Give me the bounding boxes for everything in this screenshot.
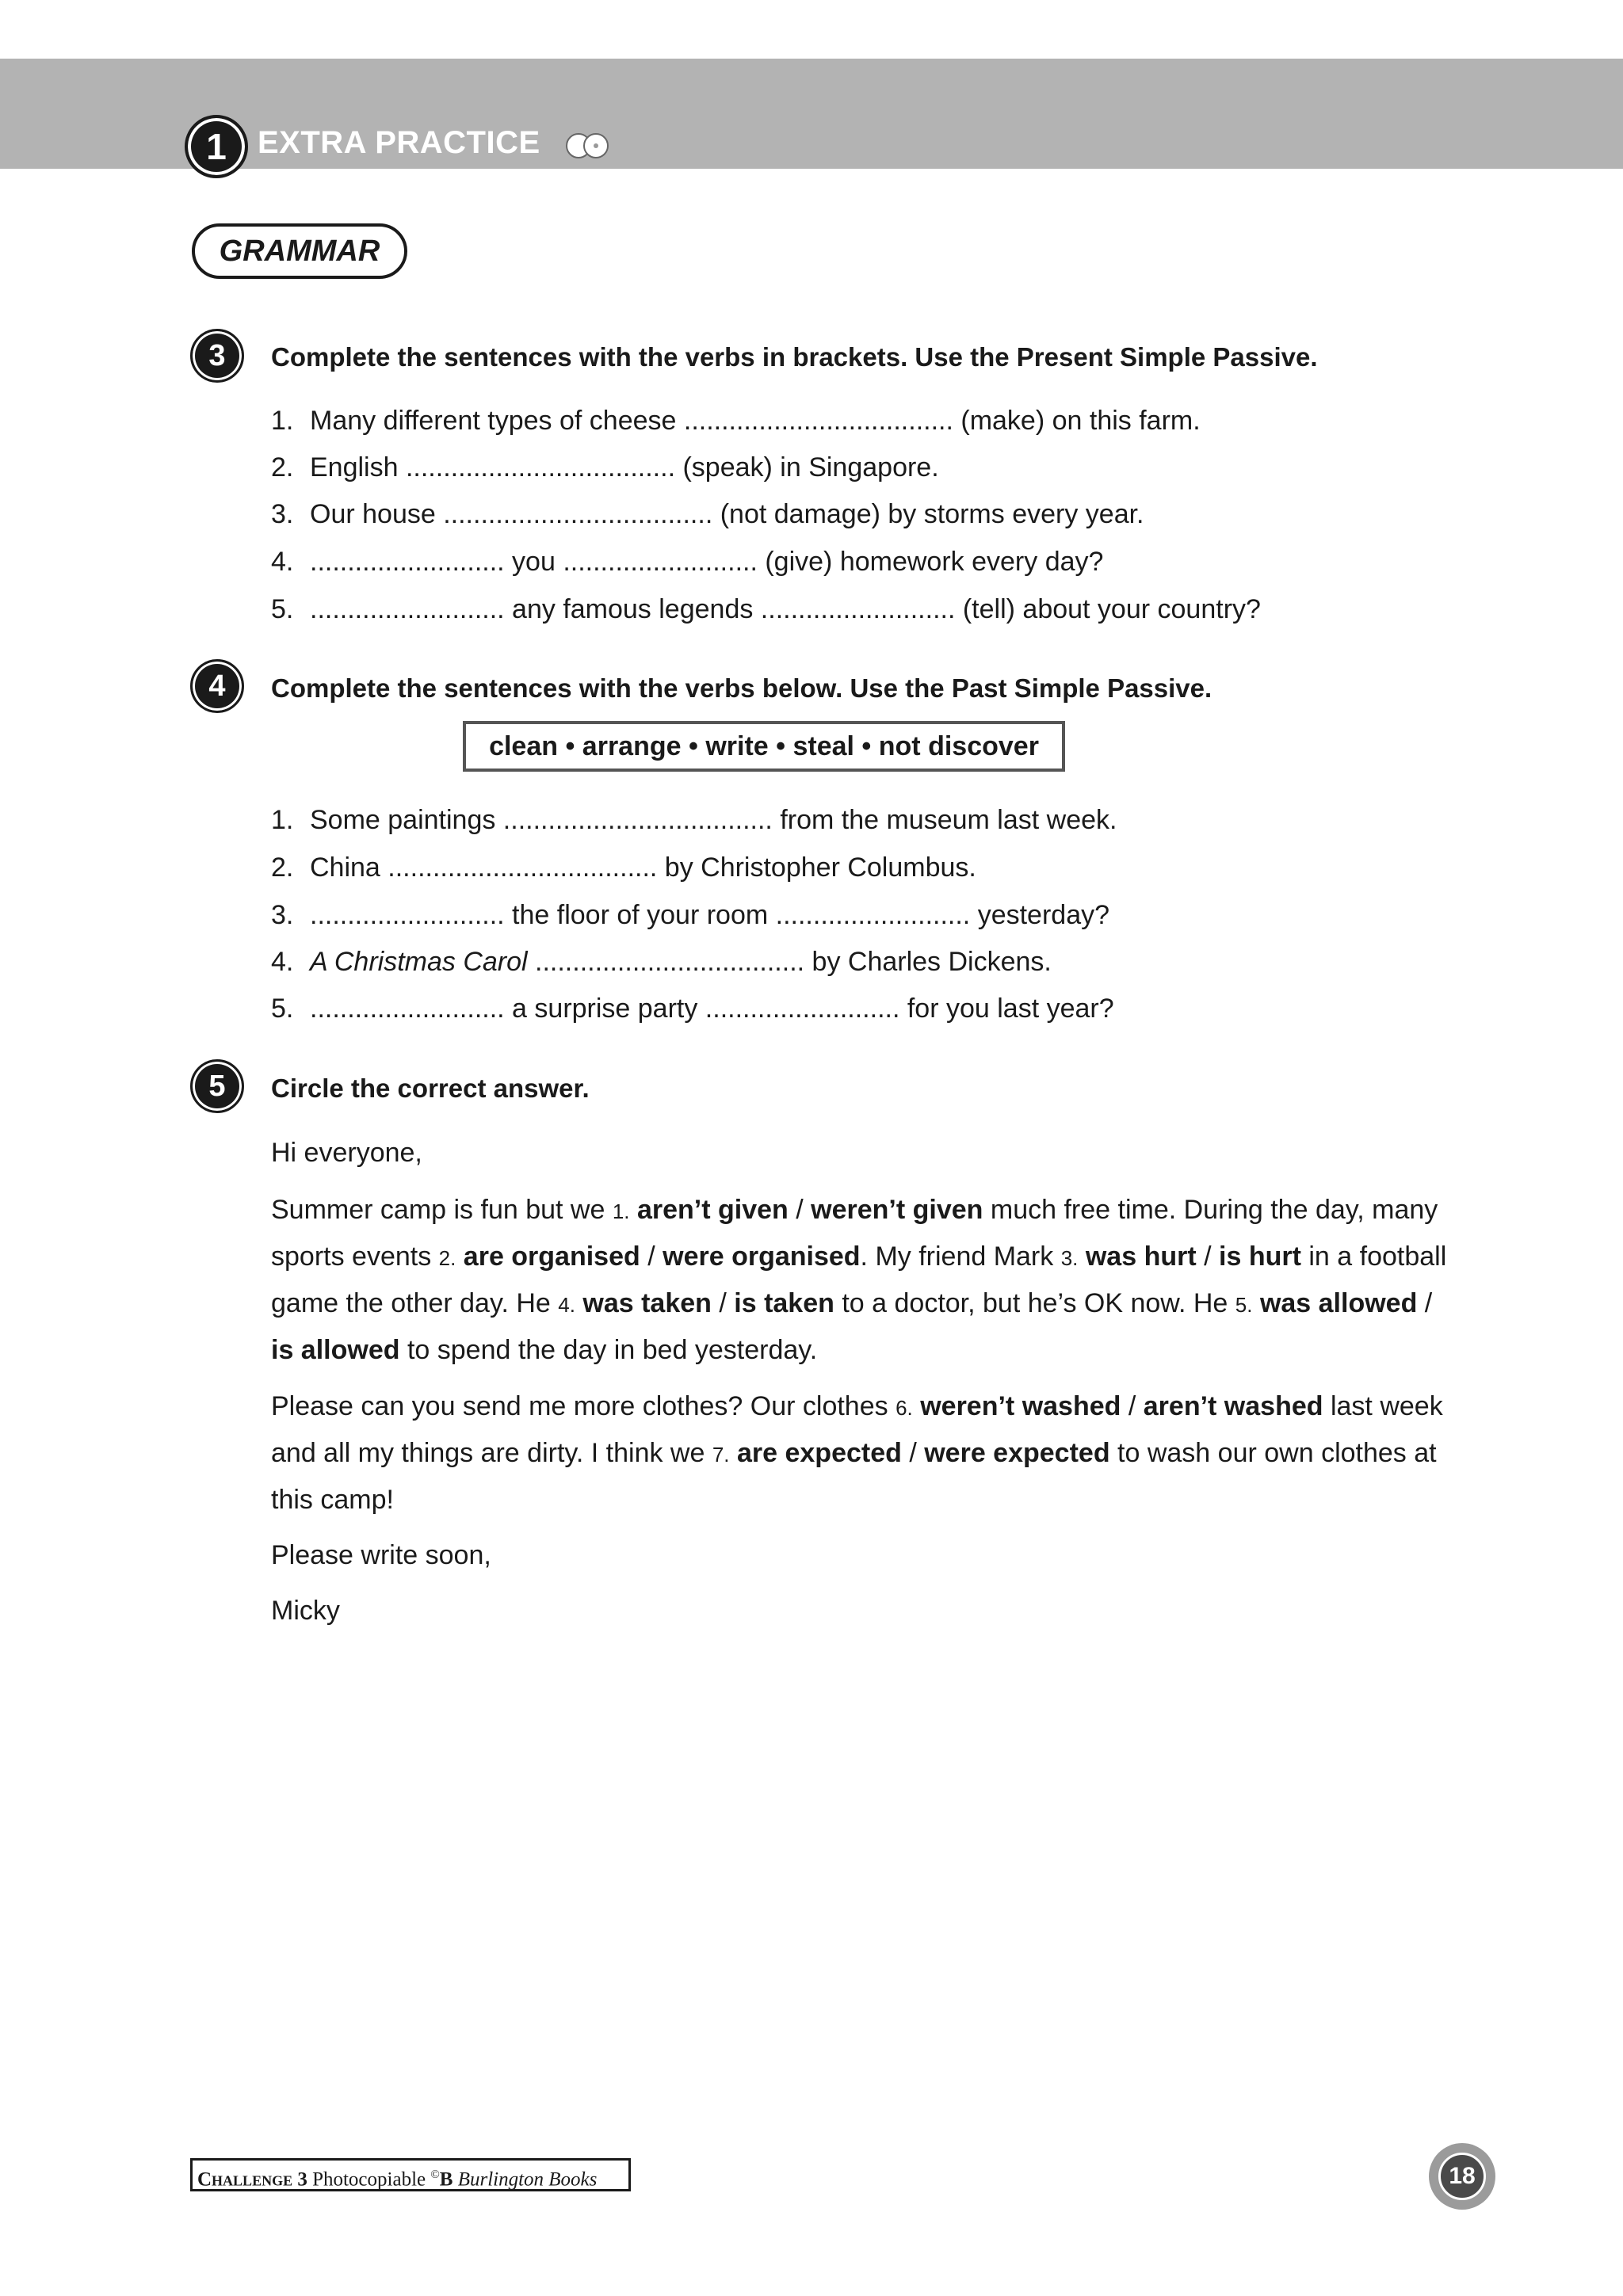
exercise-number: 5 (190, 1059, 244, 1113)
list-item: 5. .......................... any famous legends .......................... (tell) about your country? (271, 594, 1261, 624)
list-item: 2. China .................................... by Christopher Columbus. (271, 852, 976, 883)
answer-option[interactable]: are organised (463, 1241, 640, 1272)
list-item: 2. English .................................... (speak) in Singapore. (271, 452, 939, 482)
publisher-logo: B (439, 2168, 453, 2191)
list-item: 3. Our house .................................... (not damage) by storms every year. (271, 499, 1144, 529)
letter-line: Please can you send me more clothes? Our clothes 6. weren’t washed / aren’t washed last week (271, 1391, 1443, 1421)
answer-option[interactable]: aren’t washed (1143, 1391, 1323, 1421)
exercise-number: 4 (190, 659, 244, 713)
letter-signature: Micky (271, 1596, 340, 1626)
answer-option[interactable]: were organised (663, 1241, 861, 1272)
answer-option[interactable]: was taken (582, 1288, 712, 1318)
letter-greeting: Hi everyone, (271, 1138, 422, 1168)
list-item: 1. Many different types of cheese .................................... (make) on this farm. (271, 406, 1201, 436)
letter-line: is allowed to spend the day in bed yesterday. (271, 1335, 818, 1365)
section-label-grammar: GRAMMAR (192, 223, 407, 279)
list-item: 3. .......................... the floor of your room .......................... yesterday? (271, 900, 1110, 930)
answer-option[interactable]: weren’t washed (920, 1391, 1121, 1421)
answer-option[interactable]: were expected (924, 1438, 1110, 1468)
answer-option[interactable]: is taken (734, 1288, 834, 1318)
page-title: EXTRA PRACTICE (258, 125, 540, 160)
letter-line: game the other day. He 4. was taken / is taken to a doctor, but he’s OK now. He 5. was allowed / (271, 1288, 1433, 1318)
letter-line: this camp! (271, 1485, 394, 1515)
exercise-instruction: Complete the sentences with the verbs below. Use the Past Simple Passive. (271, 673, 1212, 703)
answer-option[interactable]: was allowed (1259, 1288, 1418, 1318)
letter-line: sports events 2. are organised / were organised. My friend Mark 3. was hurt / is hurt in a football (271, 1241, 1447, 1272)
footer-copyright: Challenge 3 Photocopiable ©B Burlington Books (190, 2158, 631, 2191)
letter-line: Summer camp is fun but we 1. aren’t given / weren’t given much free time. During the day, many (271, 1195, 1438, 1225)
book-title: A Christmas Carol (310, 947, 528, 977)
unit-number-badge: 1 (185, 115, 248, 178)
list-item: 1. Some paintings .................................... from the museum last week. (271, 805, 1117, 835)
answer-option[interactable]: is hurt (1219, 1241, 1301, 1272)
exercise-instruction: Complete the sentences with the verbs in brackets. Use the Present Simple Passive. (271, 342, 1318, 372)
exercise-number: 3 (190, 329, 244, 383)
page-number: 18 (1438, 2153, 1486, 2200)
letter-closing: Please write soon, (271, 1540, 491, 1570)
word-box: clean • arrange • write • steal • not discover (463, 721, 1065, 772)
answer-option[interactable]: are expected (736, 1438, 902, 1468)
letter-line: and all my things are dirty. I think we 7. are expected / were expected to wash our own clothes at (271, 1438, 1437, 1468)
cd-audio-icon (564, 132, 615, 160)
answer-option[interactable]: aren’t given (636, 1195, 789, 1225)
answer-option[interactable]: was hurt (1085, 1241, 1197, 1272)
answer-option[interactable]: weren’t given (811, 1195, 983, 1225)
list-item: 4. A Christmas Carol .................................... by Charles Dickens. (271, 947, 1052, 977)
answer-option[interactable]: is allowed (271, 1335, 400, 1365)
exercise-instruction: Circle the correct answer. (271, 1074, 590, 1103)
list-item: 5. .......................... a surprise party .......................... for you last year? (271, 994, 1114, 1024)
list-item: 4. .......................... you .......................... (give) homework every day? (271, 547, 1104, 577)
